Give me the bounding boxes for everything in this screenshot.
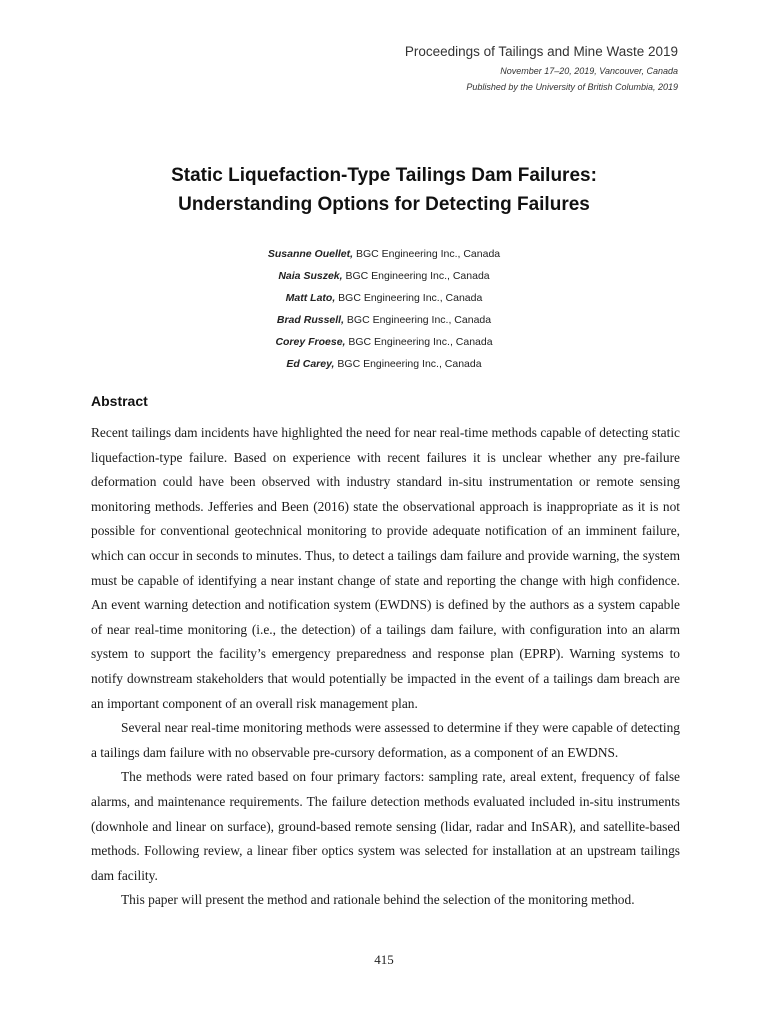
author-affiliation: BGC Engineering Inc., Canada bbox=[342, 270, 490, 282]
abstract-body bbox=[91, 421, 680, 913]
abstract-paragraph: This paper will present the method and rationale behind the selection of the monitoring method. bbox=[121, 892, 635, 908]
author-name: Brad Russell, bbox=[276, 314, 344, 326]
abstract-paragraph: Several near real-time monitoring methods were assessed to determine if they were capable of detecting a tailings dam failure with no observable pre-cursory deformation, as a component of an EWDNS. bbox=[91, 720, 680, 760]
author-affiliation: BGC Engineering Inc., Canada bbox=[335, 292, 483, 304]
paper-title bbox=[90, 161, 678, 219]
author-name: Matt Lato, bbox=[285, 292, 336, 304]
paper-title-line-2: Understanding Options for Detecting Failures bbox=[178, 194, 590, 215]
author-name: Corey Froese, bbox=[275, 336, 346, 348]
author-list bbox=[90, 243, 678, 375]
author-entry bbox=[90, 353, 678, 375]
conference-dates-location: November 17–20, 2019, Vancouver, Canada bbox=[500, 66, 678, 76]
publisher-line: Published by the University of British Columbia, 2019 bbox=[466, 82, 678, 92]
conference-name: Proceedings of Tailings and Mine Waste 2019 bbox=[404, 44, 678, 59]
author-entry bbox=[90, 309, 678, 331]
abstract-paragraph: The methods were rated based on four primary factors: sampling rate, areal extent, frequency of false alarms, and maintenance requirements. The failure detection methods evaluated included in-situ instruments (downhole and linear on surface), ground-based remote sensing (lidar, radar and InSAR), and satellite-based methods. Following review, a linear fiber optics system was selected for installation at an upstream tailings dam facility. bbox=[91, 769, 680, 883]
author-affiliation: BGC Engineering Inc., Canada bbox=[353, 248, 501, 260]
author-entry bbox=[90, 331, 678, 353]
paper-title-line-1: Static Liquefaction-Type Tailings Dam Failures: bbox=[171, 165, 597, 186]
author-affiliation: BGC Engineering Inc., Canada bbox=[334, 358, 482, 370]
author-affiliation: BGC Engineering Inc., Canada bbox=[344, 314, 492, 326]
abstract-heading: Abstract bbox=[91, 393, 148, 409]
author-entry bbox=[90, 243, 678, 265]
proceedings-header bbox=[405, 44, 678, 95]
author-affiliation: BGC Engineering Inc., Canada bbox=[345, 336, 493, 348]
author-entry bbox=[90, 287, 678, 309]
author-entry bbox=[90, 265, 678, 287]
author-name: Ed Carey, bbox=[286, 358, 335, 370]
author-name: Naia Suszek, bbox=[278, 270, 343, 282]
author-name: Susanne Ouellet, bbox=[267, 248, 354, 260]
page-number: 415 bbox=[374, 952, 394, 967]
abstract-paragraph: Recent tailings dam incidents have highlighted the need for near real-time methods capable of detecting static liquefaction-type failure. Based on experience with recent failures it is unclear whether any pre-failure deformation could have been observed with industry standard in-situ instrumentation or remote sensing monitoring methods. Jefferies and Been (2016) state the observational approach is inappropriate as it is not possible for conventional geotechnical monitoring to provide adequate notification of an imminent failure, which can occur in seconds to minutes. Thus, to detect a tailings dam failure and provide warning, the system must be capable of identifying a near instant change of state and reporting the change with high confidence. An event warning detection and notification system (EWDNS) is defined by the authors as a system capable of near real-time monitoring (i.e., the detection) of a tailings dam failure, with configuration into an alarm system to support the facility’s emergency preparedness and response plan (EPRP). Warning systems to notify downstream stakeholders that would potentially be impacted in the event of a tailings dam breach are an important component of an overall risk management plan. bbox=[91, 425, 680, 711]
